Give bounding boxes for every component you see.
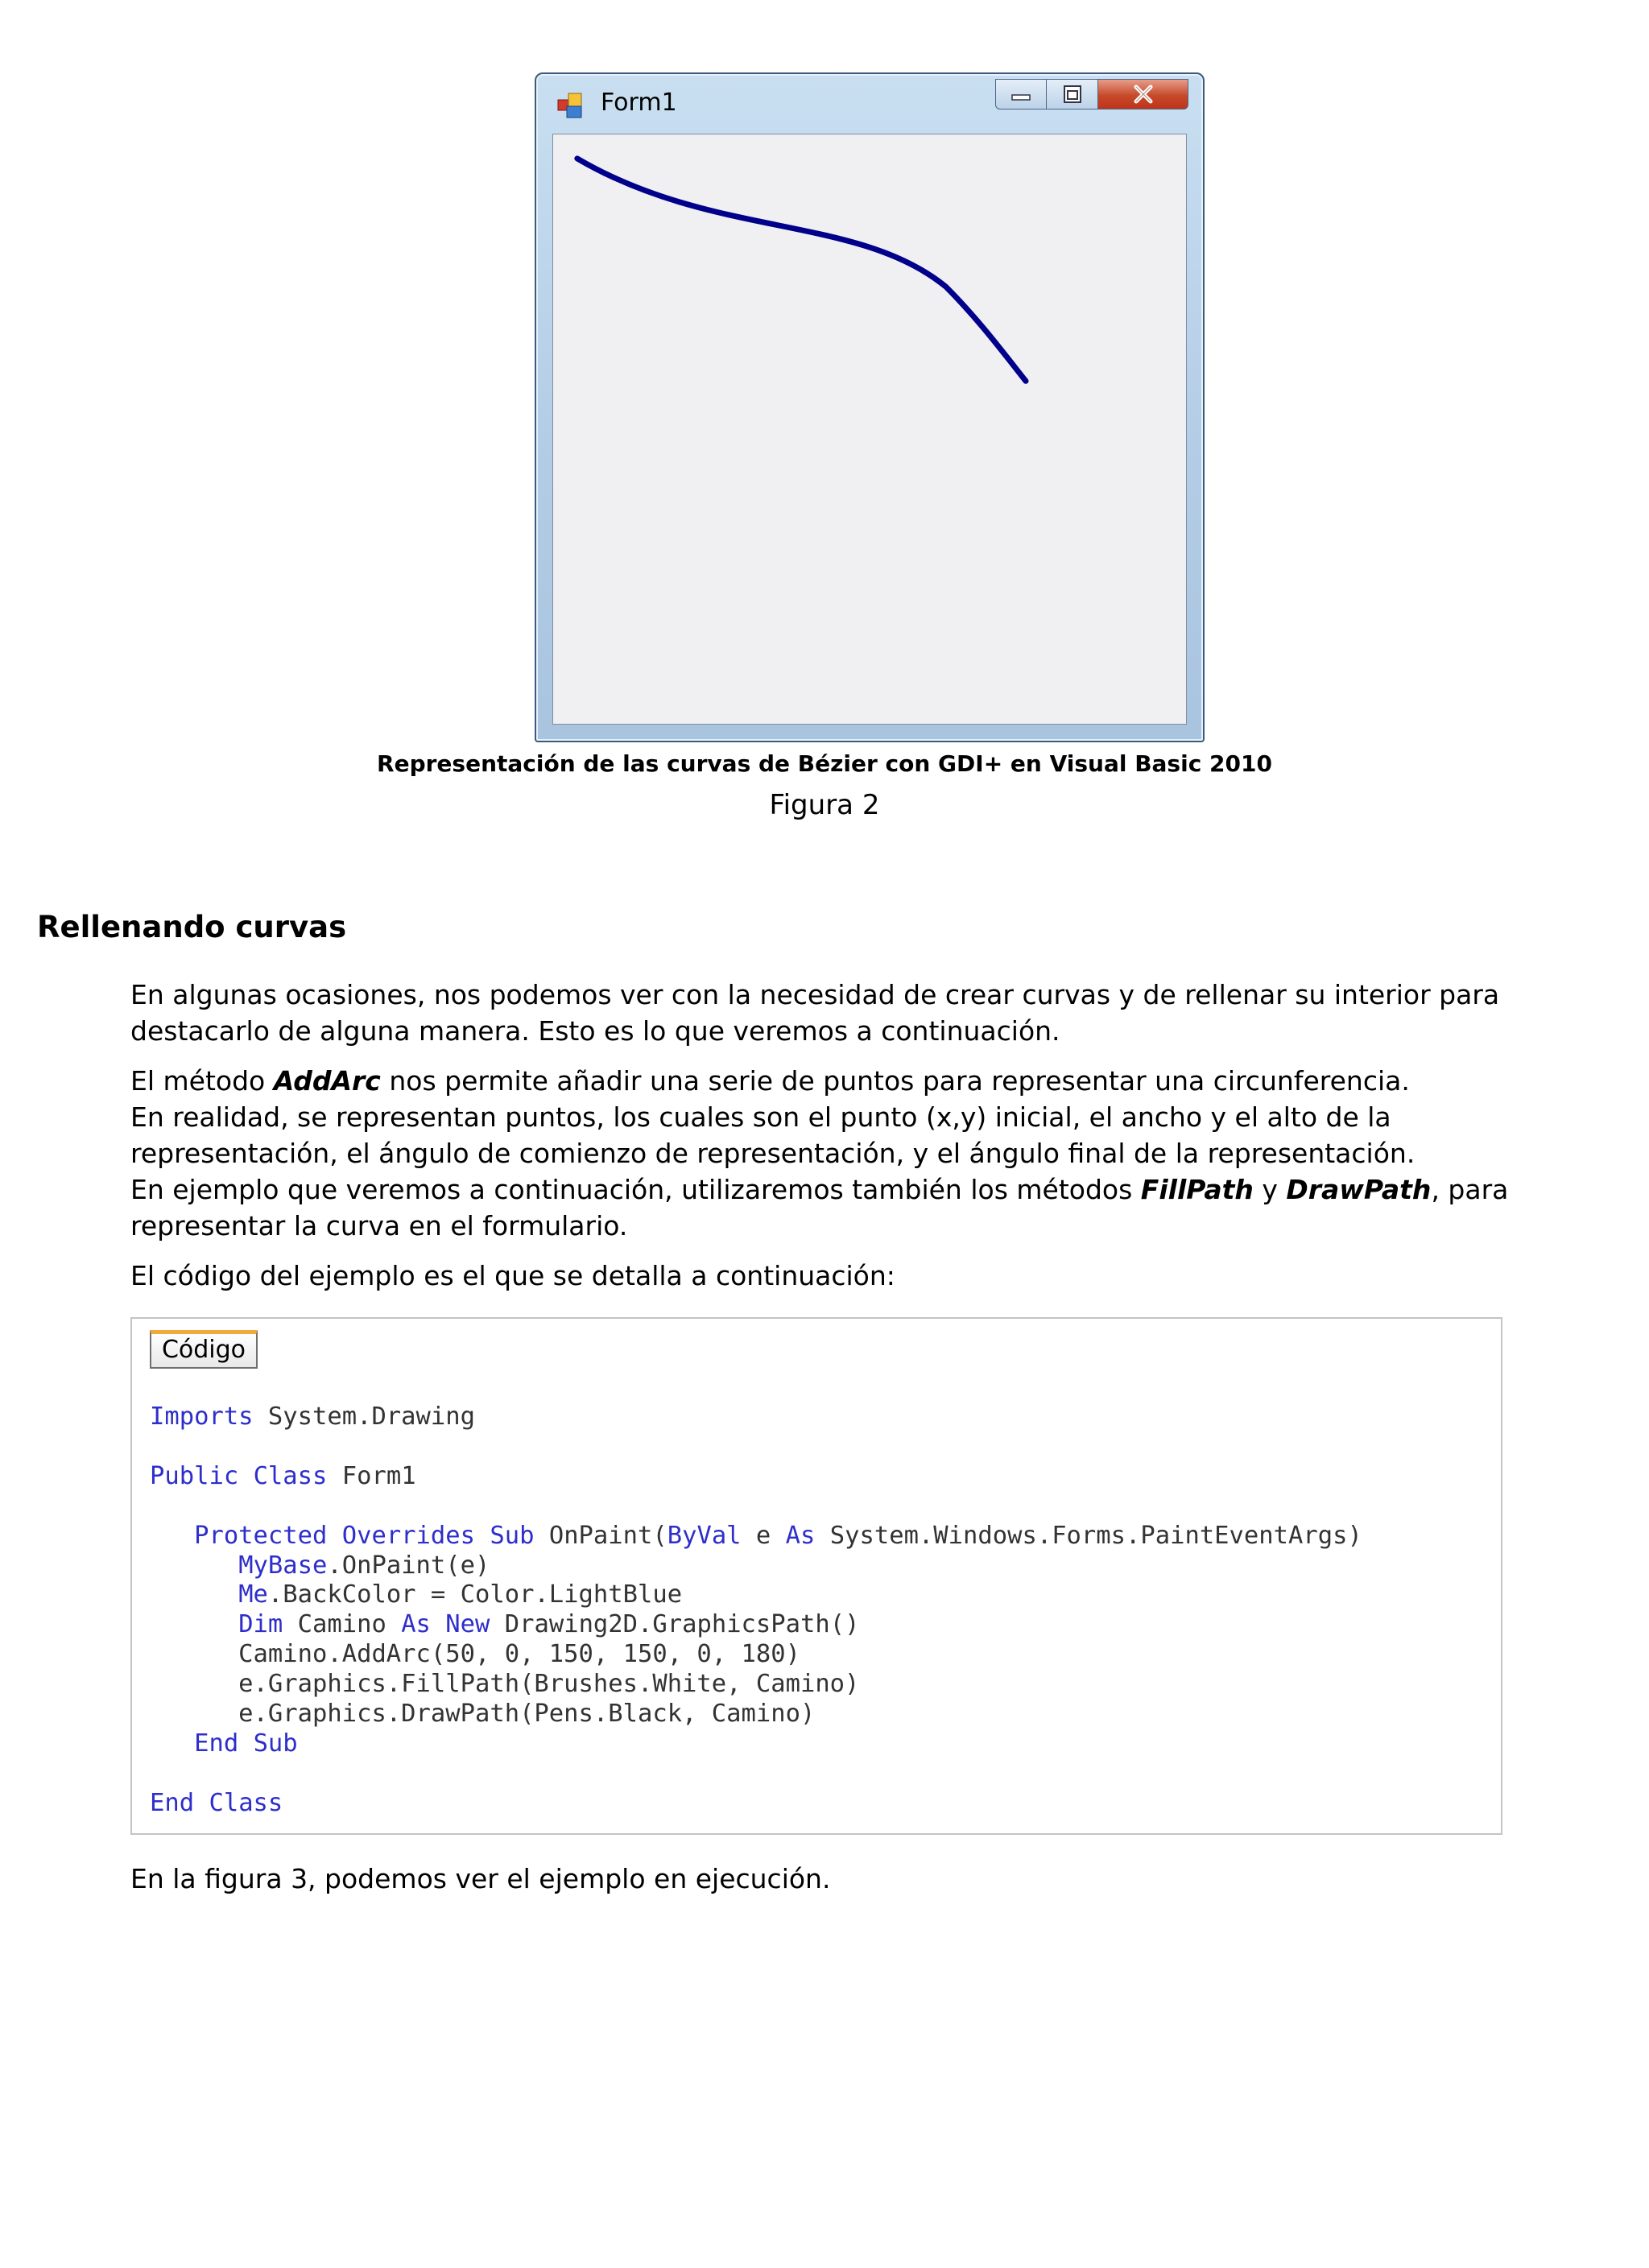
- code-line: [150, 1551, 490, 1580]
- minimize-icon: [1009, 86, 1033, 102]
- closing-paragraph: En la figura 3, podemos ver el ejemplo en ejecución.: [130, 1863, 831, 1894]
- code-listing: [150, 1403, 1362, 1819]
- code-line: [150, 1700, 815, 1728]
- code-line: [150, 1522, 1362, 1550]
- code-keyword: ByVal: [667, 1521, 742, 1550]
- text-run: El método: [130, 1065, 274, 1097]
- code-keyword: As: [785, 1521, 816, 1550]
- code-line: [150, 1789, 283, 1817]
- code-keyword: Dim: [238, 1610, 283, 1639]
- code-text: Camino: [283, 1610, 402, 1639]
- code-line: [150, 1580, 682, 1609]
- text-run: En ejemplo que veremos a continuación, utilizaremos también los métodos: [130, 1174, 1141, 1205]
- code-text: System.Windows.Forms.PaintEventArgs): [815, 1521, 1362, 1550]
- drawpath-term: DrawPath: [1286, 1174, 1432, 1205]
- code-text: [150, 1610, 238, 1638]
- code-line: [150, 1462, 416, 1490]
- text-run: nos permite añadir una serie de puntos para representar una circunferencia.: [380, 1065, 1410, 1097]
- window-titlebar[interactable]: [536, 74, 1203, 132]
- code-text: [238, 1729, 253, 1758]
- code-keyword: Overrides: [341, 1521, 475, 1550]
- code-text: [150, 1551, 238, 1580]
- code-text: e.Graphics.DrawPath(Pens.Black, Camino): [150, 1700, 816, 1729]
- addarc-paragraph: [130, 1063, 1531, 1244]
- code-keyword: Class: [209, 1788, 283, 1817]
- code-keyword: Sub: [253, 1729, 298, 1758]
- section-heading: Rellenando curvas: [37, 910, 347, 944]
- maximize-icon: [1060, 84, 1085, 105]
- code-text: [327, 1522, 341, 1550]
- form-client-area: [552, 134, 1187, 725]
- code-keyword: New: [445, 1610, 490, 1639]
- code-line: [150, 1670, 859, 1698]
- code-text: [475, 1522, 490, 1550]
- section-body: [130, 977, 1531, 1308]
- intro-paragraph: En algunas ocasiones, nos podemos ver con la necesidad de crear curvas y de rellenar su interior para destacarlo de alguna manera. Esto es lo que veremos a continuación.: [130, 979, 1500, 1047]
- code-text: [150, 1580, 238, 1609]
- code-keyword: End: [150, 1788, 195, 1817]
- code-text: [431, 1610, 445, 1638]
- code-keyword: Me: [238, 1580, 268, 1609]
- code-line: [150, 1640, 800, 1668]
- bezier-curve: [553, 134, 1186, 724]
- code-text: e.Graphics.FillPath(Brushes.White, Camino): [150, 1670, 860, 1699]
- code-text: System.Drawing: [253, 1403, 475, 1431]
- code-intro-paragraph: El código del ejemplo es el que se detalla a continuación:: [130, 1260, 895, 1291]
- minimize-button[interactable]: [995, 79, 1047, 109]
- window-controls: [995, 79, 1188, 109]
- addarc-detail: En realidad, se representan puntos, los cuales son el punto (x,y) inicial, el ancho y el alto de la representación, el ángulo de comienzo de representación, y el ángulo final de la representación.: [130, 1101, 1415, 1169]
- code-keyword: End: [194, 1729, 239, 1758]
- code-tab[interactable]: Código: [150, 1330, 258, 1369]
- code-keyword: Class: [253, 1461, 328, 1490]
- code-line: [150, 1610, 859, 1638]
- fillpath-term: FillPath: [1140, 1174, 1254, 1205]
- code-line: [150, 1403, 475, 1431]
- close-icon: [1131, 84, 1155, 105]
- code-keyword: Sub: [490, 1521, 535, 1550]
- code-text: OnPaint(: [534, 1521, 667, 1550]
- code-text: Camino.AddArc(50, 0, 150, 150, 0, 180): [150, 1640, 800, 1669]
- code-keyword: MyBase: [238, 1551, 328, 1580]
- close-button[interactable]: [1098, 79, 1188, 109]
- code-text: [194, 1789, 209, 1817]
- addarc-term: AddArc: [273, 1065, 381, 1097]
- maximize-button[interactable]: [1047, 79, 1098, 109]
- code-keyword: Imports: [150, 1403, 254, 1431]
- code-line: [150, 1729, 298, 1758]
- code-text: [150, 1729, 194, 1758]
- figure-caption: Representación de las curvas de Bézier con GDI+ en Visual Basic 2010: [377, 750, 1272, 777]
- winforms-app-icon: [557, 92, 585, 119]
- figure-number: Figura 2: [769, 789, 880, 821]
- code-box: [130, 1317, 1502, 1835]
- window-title: Form1: [601, 89, 677, 117]
- code-keyword: Protected: [194, 1521, 328, 1550]
- code-keyword: Public: [150, 1461, 239, 1490]
- code-text: Drawing2D.GraphicsPath(): [490, 1610, 860, 1639]
- code-text: .OnPaint(e): [327, 1551, 490, 1580]
- code-text: e: [741, 1521, 786, 1550]
- code-text: .BackColor = Color.LightBlue: [267, 1580, 683, 1609]
- form1-window: [535, 72, 1205, 742]
- code-text: [238, 1462, 253, 1490]
- code-text: [150, 1522, 194, 1550]
- text-run: y: [1253, 1174, 1287, 1205]
- code-text: Form1: [327, 1461, 416, 1490]
- code-keyword: As: [401, 1610, 431, 1639]
- text-run: , para representar la curva en el formulario.: [130, 1174, 1509, 1241]
